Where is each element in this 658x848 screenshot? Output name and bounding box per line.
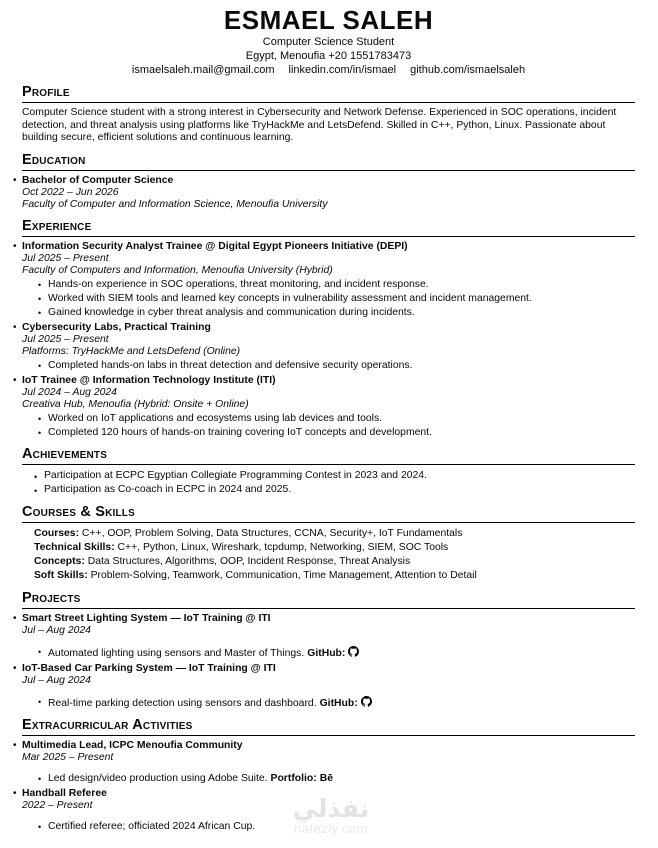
education-heading: Education [22,153,635,171]
project-bullet-list [22,696,635,710]
section-experience [22,219,635,439]
job-date: Jul 2025 – Present [22,252,109,264]
job-bullet: • Worked on IoT applications and ecosystems using lab devices and tools. [48,413,635,425]
job-date: Jul 2025 – Present [22,333,109,345]
resume-header [22,6,635,77]
job-bullet-list [22,360,635,372]
skill-label: Courses: [34,527,80,539]
activity-entry [22,740,635,785]
activity-date: Mar 2025 – Present [22,751,114,763]
education-entry [22,175,635,211]
contact-row [22,63,635,77]
project-entry [22,613,635,660]
linkedin-link[interactable]: linkedin.com/in/ismael [288,64,397,76]
watermark-arabic-logo: نفذلي [292,794,370,823]
project-title: • IoT-Based Car Parking System — IoT Training @ ITI [22,662,276,674]
project-bullet-text: Automated lighting using sensors and Master of Things. [48,647,305,659]
skill-row-technical [34,541,635,555]
github-icon[interactable] [348,646,359,657]
job-date: Jul 2024 – Aug 2024 [22,386,117,398]
activity-bullet-text: Certified referee; officiated 2024 African Cup. [48,820,256,832]
activity-bullet [48,820,635,836]
experience-entry [22,375,635,439]
activity-bullet-list [22,773,635,785]
courses-skills-heading: Courses & Skills [22,505,635,523]
activity-bullet-text: Led design/video production using Adobe Suite. [48,772,268,784]
email-link[interactable]: ismaelsaleh.mail@gmail.com [131,64,275,76]
activity-bullet [48,773,635,785]
candidate-name: ESMAEL SALEH [223,5,434,35]
activity-bullet-list [22,820,635,836]
behance-icon[interactable]: Bē [319,772,333,784]
github-label: GitHub: [307,647,346,659]
portfolio-label: Portfolio: [270,772,317,784]
degree-title: • Bachelor of Computer Science [22,174,174,186]
achievement-item: • Participation at ECPC Egyptian Collegiate Programming Contest in 2023 and 2024. [44,469,635,483]
project-bullet-text: Real-time parking detection using sensors and dashboard. [48,697,317,709]
section-courses-skills [22,505,635,583]
job-bullet: • Completed 120 hours of hands-on training covering IoT concepts and development. [48,427,635,439]
job-bullet: • Hands-on experience in SOC operations, threat monitoring, and incident response. [48,279,635,291]
project-date: Jul – Aug 2024 [22,674,91,686]
job-bullet: • Worked with SIEM tools and learned key concepts in vulnerability assessment and incident management. [48,293,635,305]
section-profile [22,85,635,145]
skill-row-soft [34,569,635,583]
profile-heading: Profile [22,85,635,103]
activity-title: • Multimedia Lead, ICPC Menoufia Community [22,739,243,751]
job-org: Platforms: TryHackMe and LetsDefend (Online) [22,345,241,357]
location-phone: Egypt, Menoufia +20 1551783473 [245,50,412,62]
skill-row-concepts [34,555,635,569]
section-extracurricular [22,716,635,836]
skill-values: Problem-Solving, Teamwork, Communication, Time Management, Attention to Detail [87,569,477,581]
profile-text: Computer Science student with a strong interest in Cybersecurity and Network Defense. Experienced in SOC operations, incident detection, and threat analysis using platforms like TryHackMe and LetsDefend. Skilled in C++, Python, Linux. Passionate about building secure, efficient solutions and continuous learning. [22,107,617,143]
section-education [22,153,635,211]
project-date: Jul – Aug 2024 [22,624,91,636]
job-org: Faculty of Computers and Information, Menoufia University (Hybrid) [22,264,333,276]
job-bullet: • Gained knowledge in cyber threat analysis and communication during incidents. [48,307,635,319]
activity-date: 2022 – Present [22,799,93,811]
skill-label: Soft Skills: [34,569,88,581]
watermark-url: nafezly.com [294,821,368,836]
achievements-list [22,469,635,497]
experience-heading: Experience [22,219,635,237]
job-title: • IoT Trainee @ Information Technology Institute (ITI) [22,374,276,386]
job-org: Creativa Hub, Menoufia (Hybrid: Onsite + Online) [22,398,249,410]
project-bullet-list [22,646,635,660]
achievements-heading: Achievements [22,447,635,465]
job-bullet: • Completed hands-on labs in threat detection and defensive security operations. [48,360,635,372]
skill-values: C++, Python, Linux, Wireshark, tcpdump, Networking, SIEM, SOC Tools [114,541,449,553]
activity-title: • Handball Referee [22,787,107,799]
activity-entry [22,787,635,836]
skill-values: Data Structures, Algorithms, OOP, Incident Response, Threat Analysis [84,555,411,567]
skill-values: C++, OOP, Problem Solving, Data Structures, CCNA, Security+, IoT Fundamentals [79,527,463,539]
project-entry [22,663,635,710]
experience-entry [22,322,635,372]
projects-heading: Projects [22,591,635,609]
degree-date: Oct 2022 – Jun 2026 [22,186,119,198]
project-bullet [48,696,635,710]
job-bullet-list [22,413,635,439]
skill-label: Technical Skills: [34,541,115,553]
github-label: GitHub: [319,697,358,709]
candidate-role: Computer Science Student [262,36,395,48]
github-link[interactable]: github.com/ismaelsaleh [410,64,526,76]
section-projects [22,591,635,710]
project-bullet [48,646,635,660]
job-title: • Information Security Analyst Trainee @ Digital Egypt Pioneers Initiative (DEPI) [22,240,408,252]
github-icon[interactable] [361,696,372,707]
section-achievements [22,447,635,497]
degree-institution: Faculty of Computer and Information Science, Menoufia University [22,198,328,210]
extracurricular-heading: Extracurricular Activities [22,718,635,736]
job-bullet-list [22,279,635,319]
project-title: • Smart Street Lighting System — IoT Training @ ITI [22,612,271,624]
skill-label: Concepts: [34,555,85,567]
experience-entry [22,241,635,319]
skill-row-courses [34,527,635,541]
job-title: • Cybersecurity Labs, Practical Training [22,321,211,333]
achievement-item: • Participation as Co-coach in ECPC in 2024 and 2025. [44,483,635,497]
